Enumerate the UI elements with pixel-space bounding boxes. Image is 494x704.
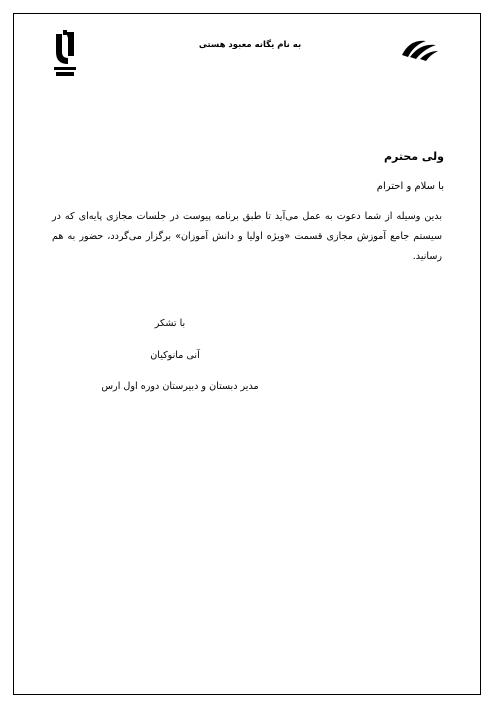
signature-title: مدیر دبستان و دبیرستان دوره اول ارس: [101, 381, 259, 392]
header-title: به نام یگانه معبود هستی: [198, 40, 302, 50]
signature-thanks: با تشکر: [154, 318, 186, 329]
emblem-icon: [400, 37, 440, 61]
signature-name: آنی مانوکیان: [150, 350, 200, 361]
letter-body: بدین وسیله از شما دعوت به عمل می‌آید تا طبق برنامه پیوست در جلسات مجازی پایه‌ای که در سیستم جامع آموزش مجازی قسمت «ویژه اولیا و دانش آموزان» برگزار می‌گردد، حضور به هم رسانید.: [52, 211, 442, 262]
salutation: ولی محترم: [383, 150, 444, 163]
greeting: با سلام و احترام: [376, 181, 444, 192]
school-logo-icon: [50, 30, 80, 78]
page-border: [13, 13, 481, 695]
